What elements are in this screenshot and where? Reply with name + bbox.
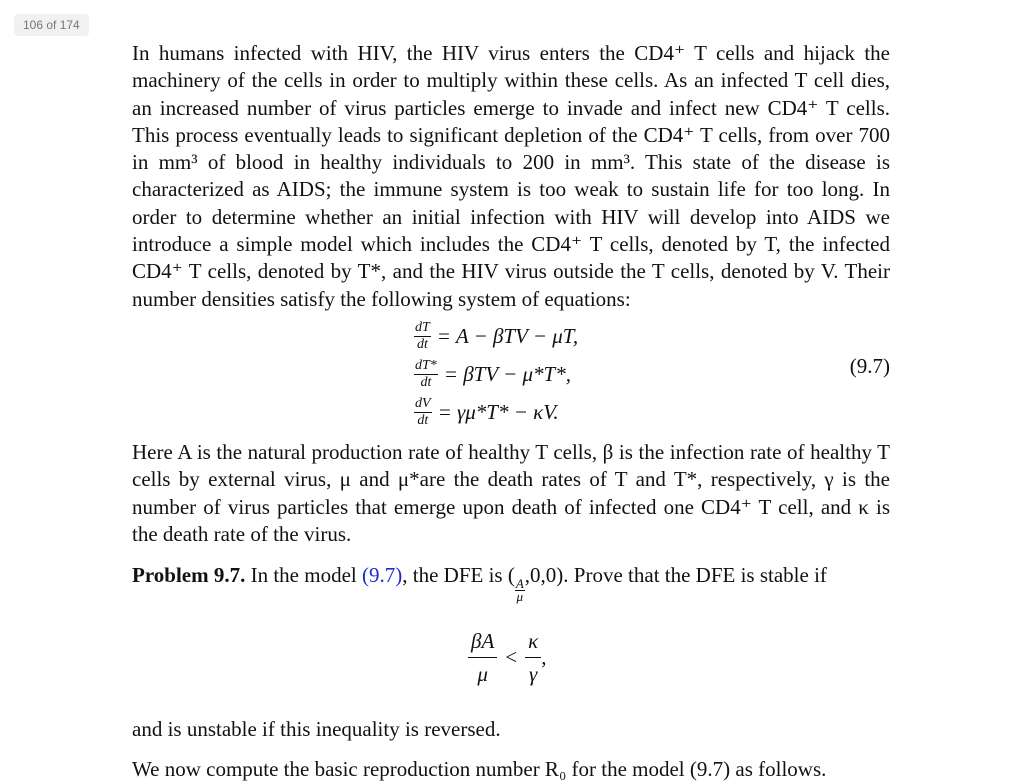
less-than-sign: < [505,645,518,669]
rhs-numerator: κ [525,628,541,658]
equation-dT [414,321,578,352]
derivative-fraction [414,397,432,428]
equation-system [132,317,890,429]
paragraph-unstable: and is unstable if this inequality is reversed. [132,717,501,742]
problem-text-2: , the DFE is [402,563,503,588]
derivative-fraction [414,359,438,390]
lhs-denominator: μ [477,662,488,687]
dfe-denominator: μ [516,589,524,605]
problem-label: Problem 9.7. [132,563,246,588]
equation-dTstar [414,359,571,390]
dfe-fraction [515,578,525,603]
frac-denominator: dt [420,374,432,390]
frac-denominator: dt [416,336,428,352]
inequality-lhs [468,628,497,687]
equation-number: (9.7) [849,353,890,378]
equation-reference-link[interactable]: (9.7) [362,563,403,588]
inequality-comma: , [541,645,547,669]
problem-statement [132,562,890,603]
page-indicator: 106 of 174 [14,14,89,36]
cut-off-text-line: We now compute the basic reproduction number R₀ for the model (9.7) as follows. [132,757,827,781]
equation-rhs: = A − βTV − μT, [436,323,579,348]
frac-denominator: dt [417,412,429,428]
inequality-rhs [525,628,541,687]
derivative-fraction [414,321,431,352]
page-content [132,40,890,743]
dfe-numerator: A [515,576,524,592]
frac-numerator: dT [415,319,430,335]
problem-text-3: ,0,0). Prove that the DFE is stable if [524,563,827,588]
dfe-open-paren: ( [507,563,515,588]
stability-inequality [132,624,890,716]
paragraph-parameters: Here A is the natural production rate of healthy T cells, β is the infection rate of healthy T cells by external virus, μ and μ*are the death rates of T and T*, respectively, γ is the number of virus particles that emerge upon death of infected one CD4⁺ T cell, and κ is the death rate of the virus. [132,439,890,546]
equation-rhs: = βTV − μ*T*, [443,361,571,386]
equation-dV [414,397,559,428]
lhs-numerator: βA [468,628,497,658]
frac-numerator: dV [415,395,431,411]
equation-rhs: = γμ*T* − κV. [437,399,559,424]
frac-numerator: dT* [415,357,437,373]
rhs-denominator: γ [529,662,538,687]
paragraph-hiv-model: In humans infected with HIV, the HIV virus enters the CD4⁺ T cells and hijack the machinery of the cells in order to multiply within these cells. As an infected T cell dies, an increased number of virus particles emerge to invade and infect new CD4⁺ T cells. This process eventually leads to significant depletion of the CD4⁺ T cells, from over 700 in mm³ of blood in healthy individuals to 200 in mm³. This state of the disease is characterized as AIDS; the immune system is too weak to sustain life for too long. In order to determine whether an initial infection with HIV will develop into AIDS we introduce a simple model which includes the CD4⁺ T cells, denoted by T, the infected CD4⁺ T cells, denoted by T*, and the HIV virus outside the T cells, denoted by V. Their number densities satisfy the following system of equations: [132,41,890,311]
problem-text: In the model [250,563,357,588]
